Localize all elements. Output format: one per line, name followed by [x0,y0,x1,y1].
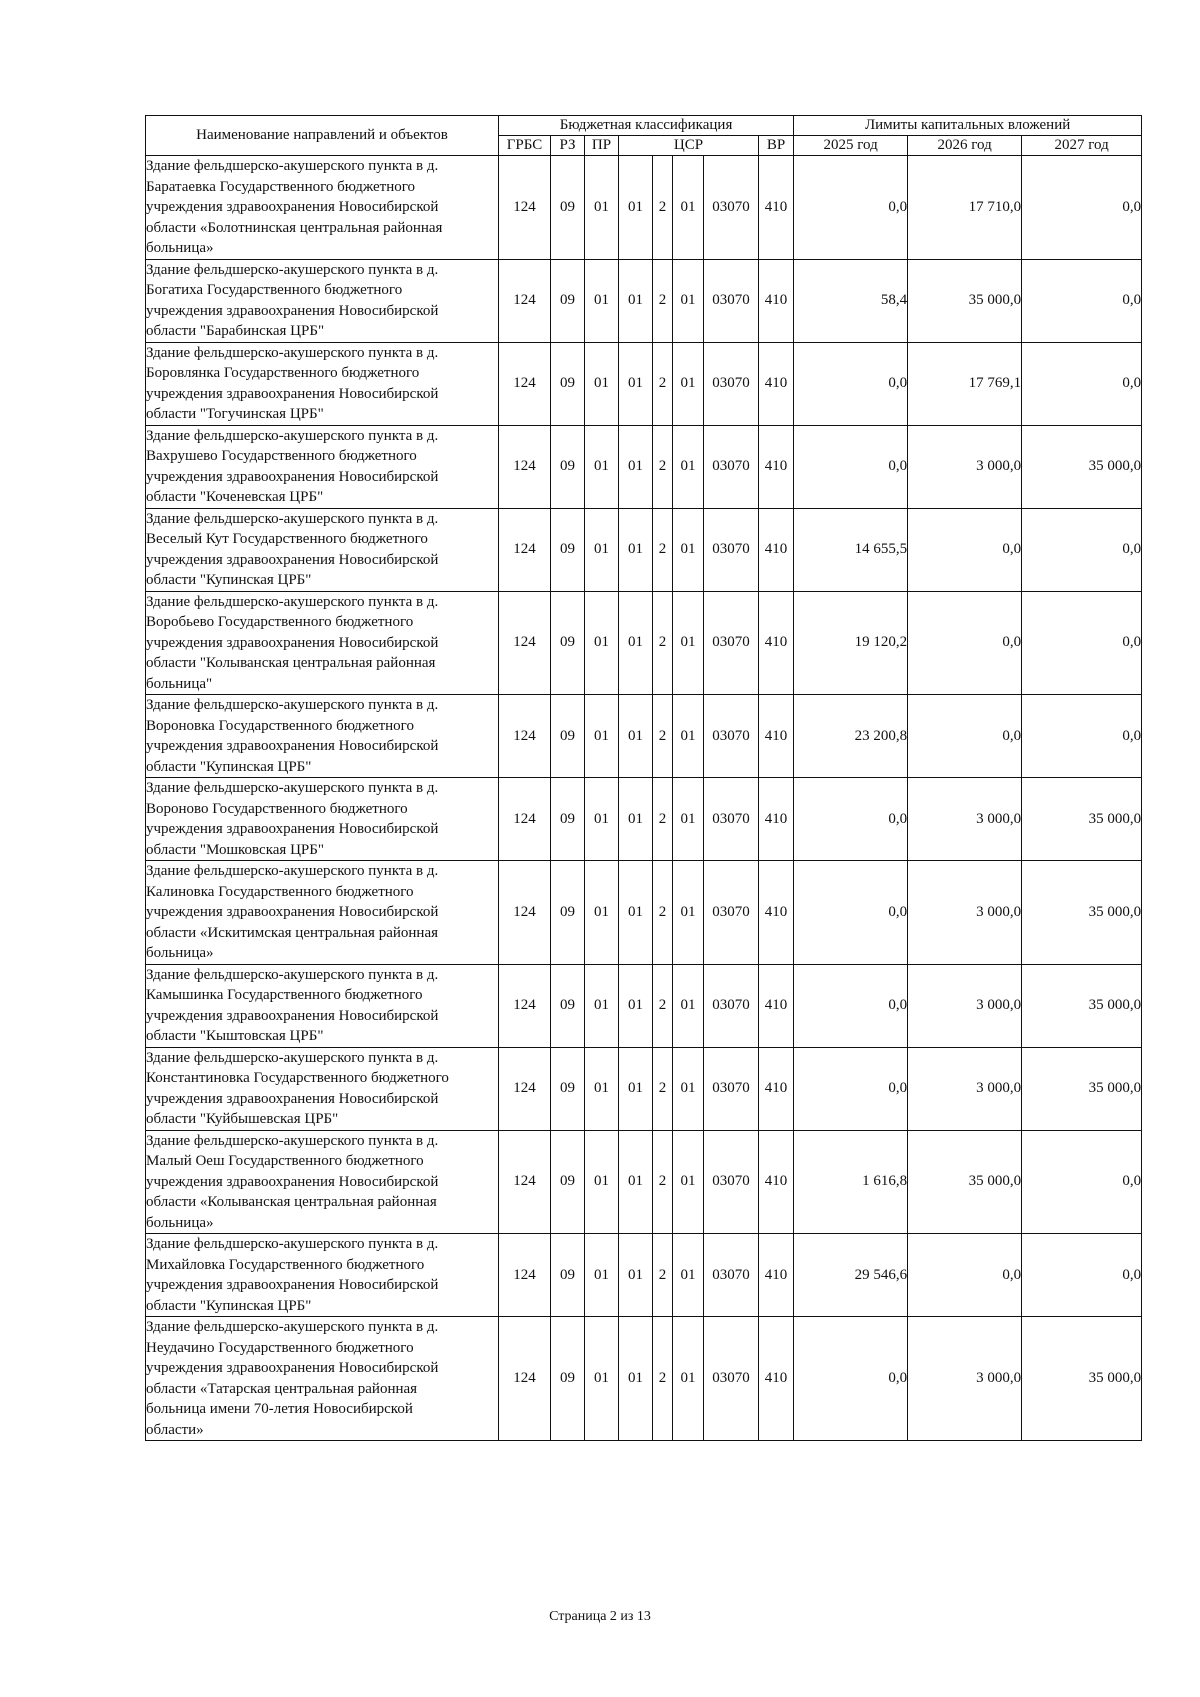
table-row [146,1234,1142,1317]
grbs-cell: 124 [499,342,551,425]
csr-part1-cell: 01 [619,695,653,778]
object-name-cell [146,861,499,965]
object-name-line: Здание фельдшерско-акушерского пункта в д. [146,1049,439,1066]
rz-cell: 09 [551,1317,585,1441]
limit-2026-cell: 3 000,0 [908,425,1022,508]
pr-cell: 01 [585,778,619,861]
limit-2027-cell: 0,0 [1022,342,1142,425]
pr-cell: 01 [585,508,619,591]
object-name-line: учреждения здравоохранения Новосибирской [146,551,439,568]
csr-part3-cell: 01 [673,591,704,695]
object-name-line: области "Тогучинская ЦРБ" [146,406,324,422]
limit-2025-cell: 1 616,8 [794,1130,908,1234]
object-name-line: учреждения здравоохранения Новосибирской [146,634,439,651]
pr-cell: 01 [585,1234,619,1317]
limit-2025-cell: 19 120,2 [794,591,908,695]
csr-part1-cell: 01 [619,861,653,965]
limit-2026-cell: 35 000,0 [908,259,1022,342]
pr-cell: 01 [585,1317,619,1441]
header-name: Наименование направлений и объектов [146,116,499,156]
csr-part4-cell: 03070 [704,861,759,965]
csr-part2-cell: 2 [653,778,673,861]
grbs-cell: 124 [499,1130,551,1234]
budget-table [145,115,1142,1441]
vr-cell: 410 [759,778,794,861]
object-name-line: Баратаевка Государственного бюджетного [146,178,416,195]
header-2025: 2025 год [794,136,908,156]
object-name-line: Здание фельдшерско-акушерского пункта в д. [146,1236,439,1252]
vr-cell: 410 [759,861,794,965]
grbs-cell: 124 [499,591,551,695]
rz-cell: 09 [551,425,585,508]
vr-cell: 410 [759,1130,794,1234]
limit-2026-cell: 0,0 [908,695,1022,778]
limit-2025-cell: 0,0 [794,861,908,965]
grbs-cell: 124 [499,425,551,508]
table-body [146,156,1142,1441]
csr-part4-cell: 03070 [704,591,759,695]
object-name-line: Здание фельдшерско-акушерского пункта в д. [146,1319,439,1335]
limit-2025-cell: 23 200,8 [794,695,908,778]
grbs-cell: 124 [499,1317,551,1441]
csr-part1-cell: 01 [619,1234,653,1317]
limit-2025-cell: 58,4 [794,259,908,342]
limit-2026-cell: 3 000,0 [908,964,1022,1047]
header-classification: Бюджетная классификация [499,116,794,136]
object-name-line: Здание фельдшерско-акушерского пункта в д. [146,863,439,879]
csr-part4-cell: 03070 [704,1047,759,1130]
rz-cell: 09 [551,778,585,861]
object-name-line: больница" [146,675,213,692]
object-name-line: области "Куйбышевская ЦРБ" [146,1111,339,1127]
vr-cell: 410 [759,259,794,342]
object-name-line: Здание фельдшерско-акушерского пункта в д. [146,966,439,983]
vr-cell: 410 [759,1317,794,1441]
csr-part1-cell: 01 [619,425,653,508]
object-name-line: области "Кыштовская ЦРБ" [146,1028,324,1044]
table-row [146,342,1142,425]
csr-part2-cell: 2 [653,1317,673,1441]
object-name-line: Вахрушево Государственного бюджетного [146,448,417,464]
table-row [146,861,1142,965]
csr-part1-cell: 01 [619,964,653,1047]
object-name-line: Здание фельдшерско-акушерского пункта в д. [146,344,439,361]
rz-cell: 09 [551,156,585,260]
header-2027: 2027 год [1022,136,1142,156]
csr-part2-cell: 2 [653,342,673,425]
csr-part3-cell: 01 [673,1130,704,1234]
vr-cell: 410 [759,425,794,508]
limit-2027-cell: 0,0 [1022,259,1142,342]
limit-2025-cell: 14 655,5 [794,508,908,591]
object-name-cell [146,156,499,260]
rz-cell: 09 [551,591,585,695]
header-pr: ПР [585,136,619,156]
limit-2027-cell: 0,0 [1022,1130,1142,1234]
object-name-line: учреждения здравоохранения Новосибирской [146,1007,439,1024]
grbs-cell: 124 [499,861,551,965]
grbs-cell: 124 [499,1234,551,1317]
csr-part2-cell: 2 [653,425,673,508]
vr-cell: 410 [759,964,794,1047]
object-name-line: Здание фельдшерско-акушерского пункта в д. [146,697,439,713]
limit-2026-cell: 17 769,1 [908,342,1022,425]
rz-cell: 09 [551,1130,585,1234]
object-name-line: больница» [146,1214,214,1231]
pr-cell: 01 [585,695,619,778]
header-rz: РЗ [551,136,585,156]
object-name-line: учреждения здравоохранения Новосибирской [146,1173,439,1190]
pr-cell: 01 [585,1130,619,1234]
object-name-line: Здание фельдшерско-акушерского пункта в д. [146,593,439,610]
grbs-cell: 124 [499,1047,551,1130]
limit-2027-cell: 35 000,0 [1022,861,1142,965]
pr-cell: 01 [585,1047,619,1130]
object-name-line: учреждения здравоохранения Новосибирской [146,302,439,319]
table-row [146,425,1142,508]
vr-cell: 410 [759,156,794,260]
object-name-cell [146,259,499,342]
rz-cell: 09 [551,861,585,965]
csr-part4-cell: 03070 [704,695,759,778]
object-name-line: области "Купинская ЦРБ" [146,758,312,775]
table-row [146,156,1142,260]
csr-part3-cell: 01 [673,964,704,1047]
vr-cell: 410 [759,1234,794,1317]
table-row [146,1130,1142,1234]
object-name-line: Воробьево Государственного бюджетного [146,614,414,630]
object-name-line: Здание фельдшерско-акушерского пункта в д. [146,780,439,796]
object-name-line: учреждения здравоохранения Новосибирской [146,385,439,402]
limit-2027-cell: 0,0 [1022,156,1142,260]
object-name-line: Здание фельдшерско-акушерского пункта в д. [146,510,439,527]
vr-cell: 410 [759,591,794,695]
limit-2027-cell: 0,0 [1022,591,1142,695]
limit-2026-cell: 0,0 [908,591,1022,695]
object-name-cell [146,964,499,1047]
object-name-line: Неудачино Государственного бюджетного [146,1339,414,1356]
csr-part4-cell: 03070 [704,342,759,425]
object-name-line: учреждения здравоохранения Новосибирской [146,738,439,754]
object-name-line: Камышинка Государственного бюджетного [146,987,423,1003]
csr-part3-cell: 01 [673,156,704,260]
csr-part1-cell: 01 [619,1317,653,1441]
csr-part4-cell: 03070 [704,778,759,861]
object-name-line: области "Коченевская ЦРБ" [146,489,324,505]
rz-cell: 09 [551,259,585,342]
limit-2027-cell: 0,0 [1022,1234,1142,1317]
table-row [146,259,1142,342]
object-name-cell [146,778,499,861]
object-name-cell [146,1234,499,1317]
limit-2026-cell: 3 000,0 [908,1317,1022,1441]
vr-cell: 410 [759,695,794,778]
csr-part3-cell: 01 [673,778,704,861]
csr-part3-cell: 01 [673,425,704,508]
rz-cell: 09 [551,964,585,1047]
object-name-line: Константиновка Государственного бюджетного [146,1070,449,1086]
header-grbs: ГРБС [499,136,551,156]
object-name-line: Здание фельдшерско-акушерского пункта в д. [146,1132,439,1149]
csr-part3-cell: 01 [673,1047,704,1130]
grbs-cell: 124 [499,695,551,778]
object-name-cell [146,1047,499,1130]
csr-part4-cell: 03070 [704,508,759,591]
rz-cell: 09 [551,1047,585,1130]
limit-2026-cell: 3 000,0 [908,861,1022,965]
object-name-line: области «Колыванская центральная районная [146,1194,437,1210]
object-name-line: учреждения здравоохранения Новосибирской [146,1277,439,1293]
pr-cell: 01 [585,964,619,1047]
object-name-line: Калиновка Государственного бюджетного [146,883,414,900]
csr-part1-cell: 01 [619,156,653,260]
grbs-cell: 124 [499,778,551,861]
csr-part1-cell: 01 [619,778,653,861]
vr-cell: 410 [759,508,794,591]
csr-part2-cell: 2 [653,695,673,778]
grbs-cell: 124 [499,156,551,260]
object-name-line: Здание фельдшерско-акушерского пункта в д. [146,158,439,174]
pr-cell: 01 [585,591,619,695]
object-name-line: области "Купинская ЦРБ" [146,572,312,588]
table-row [146,591,1142,695]
limit-2025-cell: 0,0 [794,778,908,861]
rz-cell: 09 [551,695,585,778]
object-name-line: Здание фельдшерско-акушерского пункта в д. [146,261,439,278]
limit-2027-cell: 35 000,0 [1022,1317,1142,1441]
object-name-line: учреждения здравоохранения Новосибирской [146,1090,439,1107]
object-name-line: Вороновка Государственного бюджетного [146,717,414,734]
object-name-line: Вороново Государственного бюджетного [146,800,408,817]
csr-part4-cell: 03070 [704,259,759,342]
csr-part4-cell: 03070 [704,1234,759,1317]
limit-2027-cell: 0,0 [1022,695,1142,778]
limit-2027-cell: 35 000,0 [1022,1047,1142,1130]
object-name-line: области "Колыванская центральная районная [146,655,436,671]
object-name-line: области "Мошковская ЦРБ" [146,841,324,858]
limit-2027-cell: 35 000,0 [1022,425,1142,508]
object-name-line: области «Татарская центральная районная [146,1380,418,1397]
table-row [146,778,1142,861]
header-csr: ЦСР [619,136,759,156]
object-name-line: учреждения здравоохранения Новосибирской [146,821,439,837]
limit-2026-cell: 0,0 [908,508,1022,591]
pr-cell: 01 [585,259,619,342]
header-2026: 2026 год [908,136,1022,156]
csr-part1-cell: 01 [619,342,653,425]
csr-part2-cell: 2 [653,508,673,591]
csr-part3-cell: 01 [673,1234,704,1317]
grbs-cell: 124 [499,508,551,591]
csr-part4-cell: 03070 [704,1317,759,1441]
csr-part2-cell: 2 [653,964,673,1047]
vr-cell: 410 [759,1047,794,1130]
csr-part1-cell: 01 [619,1047,653,1130]
limit-2026-cell: 3 000,0 [908,1047,1022,1130]
grbs-cell: 124 [499,964,551,1047]
csr-part1-cell: 01 [619,1130,653,1234]
table-row [146,695,1142,778]
rz-cell: 09 [551,342,585,425]
object-name-line: учреждения здравоохранения Новосибирской [146,904,439,920]
object-name-cell [146,508,499,591]
header-limits: Лимиты капитальных вложений [794,116,1142,136]
csr-part2-cell: 2 [653,861,673,965]
csr-part2-cell: 2 [653,156,673,260]
table-row [146,508,1142,591]
object-name-cell [146,695,499,778]
object-name-line: больница» [146,945,214,961]
table-header [146,116,1142,156]
csr-part2-cell: 2 [653,591,673,695]
object-name-line: учреждения здравоохранения Новосибирской [146,199,439,215]
pr-cell: 01 [585,156,619,260]
limit-2025-cell: 0,0 [794,964,908,1047]
csr-part4-cell: 03070 [704,1130,759,1234]
limit-2026-cell: 17 710,0 [908,156,1022,260]
table-row [146,964,1142,1047]
pr-cell: 01 [585,342,619,425]
object-name-line: области "Барабинская ЦРБ" [146,323,325,339]
limit-2025-cell: 0,0 [794,156,908,260]
object-name-line: больница имени 70-летия Новосибирской [146,1401,413,1417]
object-name-cell [146,1317,499,1441]
object-name-line: больница» [146,240,214,256]
object-name-line: Боровлянка Государственного бюджетного [146,365,420,381]
limit-2026-cell: 3 000,0 [908,778,1022,861]
csr-part3-cell: 01 [673,508,704,591]
csr-part2-cell: 2 [653,1234,673,1317]
csr-part1-cell: 01 [619,259,653,342]
csr-part2-cell: 2 [653,1047,673,1130]
csr-part2-cell: 2 [653,1130,673,1234]
object-name-line: Здание фельдшерско-акушерского пункта в д. [146,427,439,444]
csr-part3-cell: 01 [673,342,704,425]
csr-part4-cell: 03070 [704,964,759,1047]
object-name-line: учреждения здравоохранения Новосибирской [146,468,439,485]
limit-2026-cell: 0,0 [908,1234,1022,1317]
csr-part4-cell: 03070 [704,156,759,260]
page-footer: Страница 2 из 13 [549,1609,651,1624]
csr-part1-cell: 01 [619,508,653,591]
limit-2027-cell: 35 000,0 [1022,964,1142,1047]
limit-2025-cell: 0,0 [794,1047,908,1130]
limit-2027-cell: 0,0 [1022,508,1142,591]
object-name-line: Богатиха Государственного бюджетного [146,282,403,298]
object-name-cell [146,342,499,425]
limit-2025-cell: 0,0 [794,425,908,508]
table-row [146,1047,1142,1130]
csr-part3-cell: 01 [673,1317,704,1441]
limit-2026-cell: 35 000,0 [908,1130,1022,1234]
object-name-cell [146,1130,499,1234]
limit-2025-cell: 0,0 [794,1317,908,1441]
csr-part3-cell: 01 [673,695,704,778]
object-name-line: области "Купинская ЦРБ" [146,1297,312,1314]
header-vr: ВР [759,136,794,156]
csr-part3-cell: 01 [673,259,704,342]
table-row [146,1317,1142,1441]
grbs-cell: 124 [499,259,551,342]
csr-part2-cell: 2 [653,259,673,342]
object-name-line: области» [146,1421,204,1438]
object-name-line: области «Болотнинская центральная районная [146,219,443,236]
csr-part1-cell: 01 [619,591,653,695]
object-name-line: Михайловка Государственного бюджетного [146,1256,425,1273]
rz-cell: 09 [551,508,585,591]
object-name-line: области «Искитимская центральная районная [146,924,438,941]
object-name-line: учреждения здравоохранения Новосибирской [146,1360,439,1376]
limit-2025-cell: 29 546,6 [794,1234,908,1317]
csr-part4-cell: 03070 [704,425,759,508]
object-name-line: Веселый Кут Государственного бюджетного [146,531,428,547]
limit-2027-cell: 35 000,0 [1022,778,1142,861]
vr-cell: 410 [759,342,794,425]
rz-cell: 09 [551,1234,585,1317]
object-name-line: Малый Оеш Государственного бюджетного [146,1153,424,1169]
limit-2025-cell: 0,0 [794,342,908,425]
object-name-cell [146,591,499,695]
pr-cell: 01 [585,425,619,508]
pr-cell: 01 [585,861,619,965]
csr-part3-cell: 01 [673,861,704,965]
object-name-cell [146,425,499,508]
